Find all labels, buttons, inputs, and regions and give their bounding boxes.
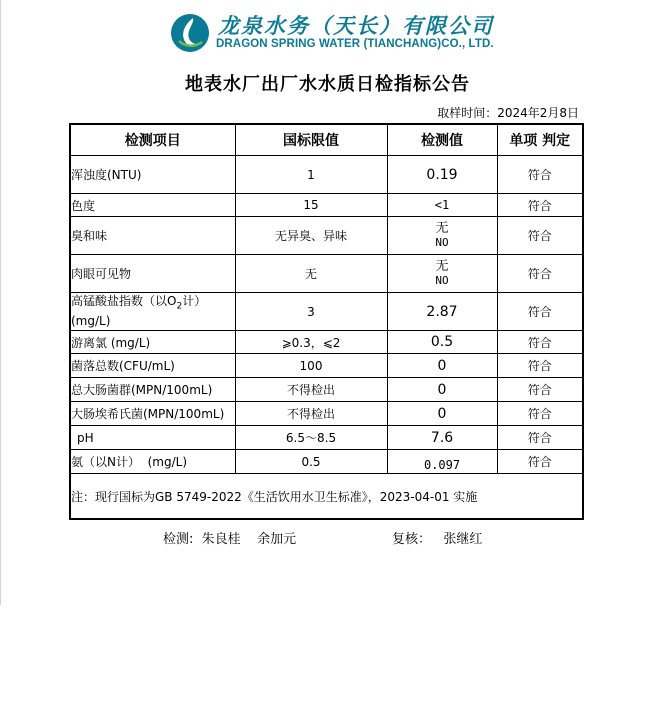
note-row (70, 474, 583, 520)
table-row (70, 354, 583, 378)
row-value: 0 (387, 402, 497, 426)
row-limit: 3 (235, 293, 387, 331)
row-limit: 100 (235, 354, 387, 378)
row-value-en: NO (435, 235, 449, 249)
row-item: 肉眼可见物 (70, 255, 235, 293)
row-value: 0.097 (387, 450, 497, 474)
header-limit: 国标限值 (235, 124, 387, 156)
row-item-part: 计） (182, 293, 207, 308)
row-limit: 无异臭、异味 (235, 217, 387, 255)
row-item: 臭和味 (70, 217, 235, 255)
row-item: 大肠埃希氏菌(MPN/100mL) (70, 402, 235, 426)
row-value: 0.19 (387, 156, 497, 194)
table-row (70, 194, 583, 217)
row-item: 游离氯 (mg/L) (70, 331, 235, 354)
row-judgement: 符合 (497, 293, 583, 331)
row-judgement: 符合 (497, 402, 583, 426)
row-item: pH (70, 426, 235, 450)
row-value: 0 (387, 354, 497, 378)
row-item-part: 高锰酸盐指数（以O (71, 293, 177, 308)
row-judgement: 符合 (497, 426, 583, 450)
row-value-cell (387, 217, 497, 255)
row-limit: 1 (235, 156, 387, 194)
water-quality-table (69, 123, 584, 520)
sample-time: 取样时间：2024年2月8日 (437, 106, 579, 120)
row-limit: 不得检出 (235, 378, 387, 402)
row-judgement: 符合 (497, 354, 583, 378)
header-judgement: 单项 判定 (497, 124, 583, 156)
row-judgement: 符合 (497, 194, 583, 217)
row-value: 2.87 (387, 293, 497, 331)
row-value: 无 (435, 258, 449, 274)
row-item: 菌落总数(CFU/mL) (70, 354, 235, 378)
table-row (70, 450, 583, 474)
table-row (70, 255, 583, 293)
row-value: <1 (387, 194, 497, 217)
row-value: 0 (387, 378, 497, 402)
row-judgement: 符合 (497, 255, 583, 293)
row-judgement: 符合 (497, 217, 583, 255)
row-limit: 无 (235, 255, 387, 293)
table-row (70, 378, 583, 402)
row-judgement: 符合 (497, 450, 583, 474)
table-row (70, 293, 583, 331)
reviewed-by: 复核： 张继红 (392, 532, 483, 547)
row-limit: 15 (235, 194, 387, 217)
water-drop-logo-icon (170, 13, 210, 53)
row-item: 氨（以N计） (mg/L) (70, 450, 235, 474)
row-limit: 6.5～8.5 (235, 426, 387, 450)
row-value-cell (387, 255, 497, 293)
row-item: 浑浊度(NTU) (70, 156, 235, 194)
table-row (70, 426, 583, 450)
row-judgement: 符合 (497, 156, 583, 194)
table-row (70, 156, 583, 194)
row-item-subscript: 2 (176, 301, 183, 312)
row-value: 7.6 (387, 426, 497, 450)
row-value: 无 (435, 220, 449, 236)
table-row (70, 331, 583, 354)
table-header-row (70, 124, 583, 156)
row-judgement: 符合 (497, 331, 583, 354)
table-row (70, 217, 583, 255)
company-name-cn: 龙泉水务（天长）有限公司 (218, 13, 494, 38)
row-value-en: NO (435, 273, 449, 287)
row-limit: ⩾0.3，⩽2 (235, 331, 387, 354)
company-name-en: DRAGON SPRING WATER (TIANCHANG)CO., LTD. (216, 38, 494, 50)
row-value: 0.5 (387, 331, 497, 354)
row-item-unit: (mg/L) (71, 314, 111, 329)
table-row (70, 402, 583, 426)
row-item: 总大肠菌群(MPN/100mL) (70, 378, 235, 402)
row-item (70, 293, 235, 331)
header-item: 检测项目 (70, 124, 235, 156)
row-item: 色度 (70, 194, 235, 217)
row-limit: 0.5 (235, 450, 387, 474)
page-title: 地表水厂出厂水水质日检指标公告 (185, 74, 470, 95)
header-value: 检测值 (387, 124, 497, 156)
tested-by: 检测: 朱良桂 余加元 (163, 532, 297, 547)
row-judgement: 符合 (497, 378, 583, 402)
row-limit: 不得检出 (235, 402, 387, 426)
table-note: 注：现行国标为GB 5749-2022《生活饮用水卫生标准》，2023-04-01 实施 (70, 474, 583, 520)
